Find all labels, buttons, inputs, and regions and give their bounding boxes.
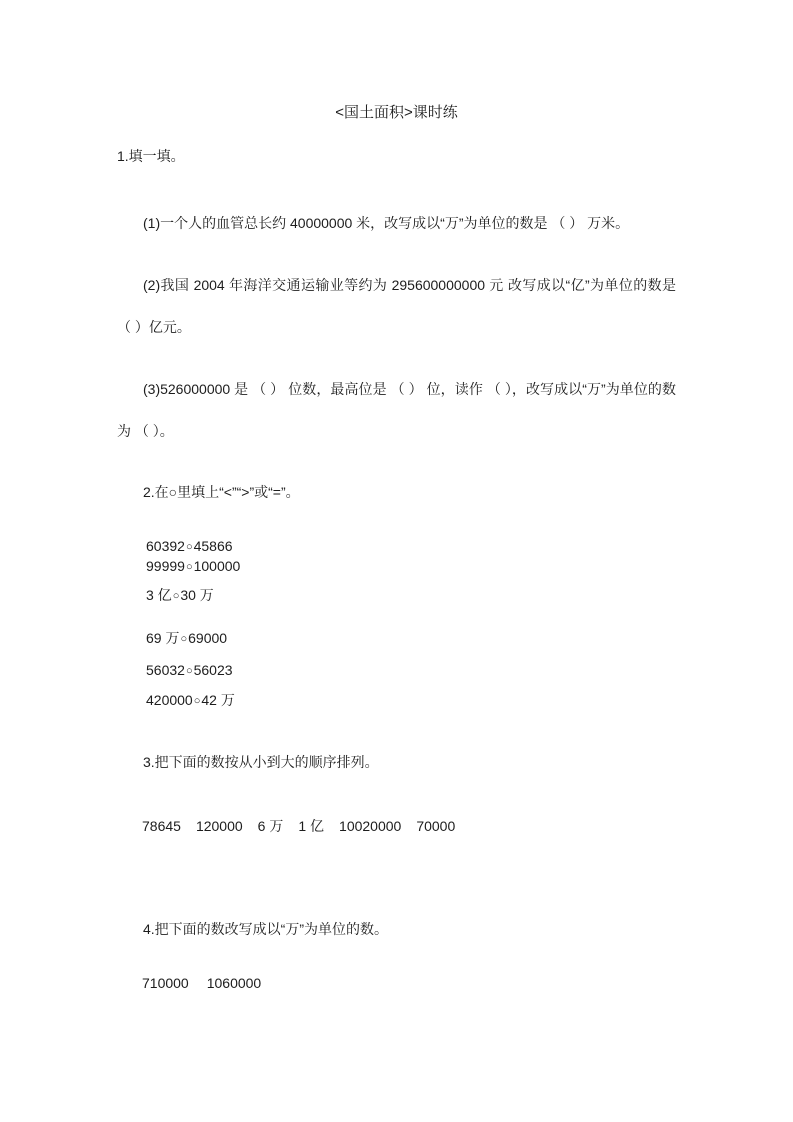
comparison-right-value: 100000: [193, 558, 241, 574]
circle-placeholder-icon: ○: [172, 590, 180, 602]
comparison-right-value: 69000: [188, 630, 228, 646]
circle-placeholder-icon: ○: [185, 541, 193, 553]
circle-placeholder-icon: ○: [185, 561, 193, 573]
number-item: 70000: [416, 818, 456, 834]
circle-placeholder-icon: ○: [185, 665, 193, 677]
question-3-header: 3.把下面的数按从小到大的顺序排列。: [143, 754, 379, 770]
comparison-left-value: 420000: [146, 692, 193, 708]
number-item: 1060000: [206, 975, 262, 991]
question-4-header: 4.把下面的数改写成以“万”为单位的数。: [143, 921, 388, 937]
comparison-left-value: 60392: [146, 538, 185, 554]
question-3-number-list: [142, 816, 455, 836]
comparison-left-value: 56032: [146, 662, 185, 678]
number-item: 78645: [142, 818, 181, 834]
question-1-item-3: (3)526000000 是 （ ） 位数，最高位是 （ ） 位，读作 （ ），改写成以“万”为单位的数为 （ ）。: [117, 381, 676, 439]
comparison-right-value: 45866: [193, 538, 233, 554]
comparison-row-4: [146, 628, 227, 650]
comparison-row-2: [146, 556, 240, 578]
comparison-row-1: [146, 536, 233, 558]
number-item: 120000: [195, 818, 243, 834]
number-item: 1 亿: [298, 818, 325, 834]
number-item: 10020000: [339, 818, 402, 834]
comparison-row-5: [146, 660, 233, 682]
number-item: 6 万: [257, 818, 284, 834]
comparison-row-6: [146, 690, 235, 712]
comparison-row-3: [146, 585, 214, 607]
comparison-right-value: 56023: [193, 662, 233, 678]
comparison-left-value: 99999: [146, 558, 185, 574]
comparison-right-value: 42 万: [201, 692, 235, 708]
number-item: 710000: [142, 975, 189, 991]
comparison-left-value: 3 亿: [146, 587, 172, 603]
question-1-item-1: (1)一个人的血管总长约 40000000 米，改写成以“万”为单位的数是 （ ） 万米。: [143, 215, 630, 231]
question-4-number-list: [142, 973, 261, 993]
circle-placeholder-icon: ○: [193, 695, 201, 707]
comparison-right-value: 30 万: [180, 587, 214, 603]
question-1-item-2: (2)我国 2004 年海洋交通运输业等约为 295600000000 元 改写成以“亿”为单位的数是（ ）亿元。: [117, 277, 676, 335]
circle-placeholder-icon: ○: [180, 633, 188, 645]
page-title: <国土面积>课时练: [335, 104, 458, 121]
question-2-header: 2.在○里填上“<”“>”或“=”。: [143, 484, 300, 500]
comparison-left-value: 69 万: [146, 630, 180, 646]
question-1-header: 1.填一填。: [117, 148, 185, 164]
